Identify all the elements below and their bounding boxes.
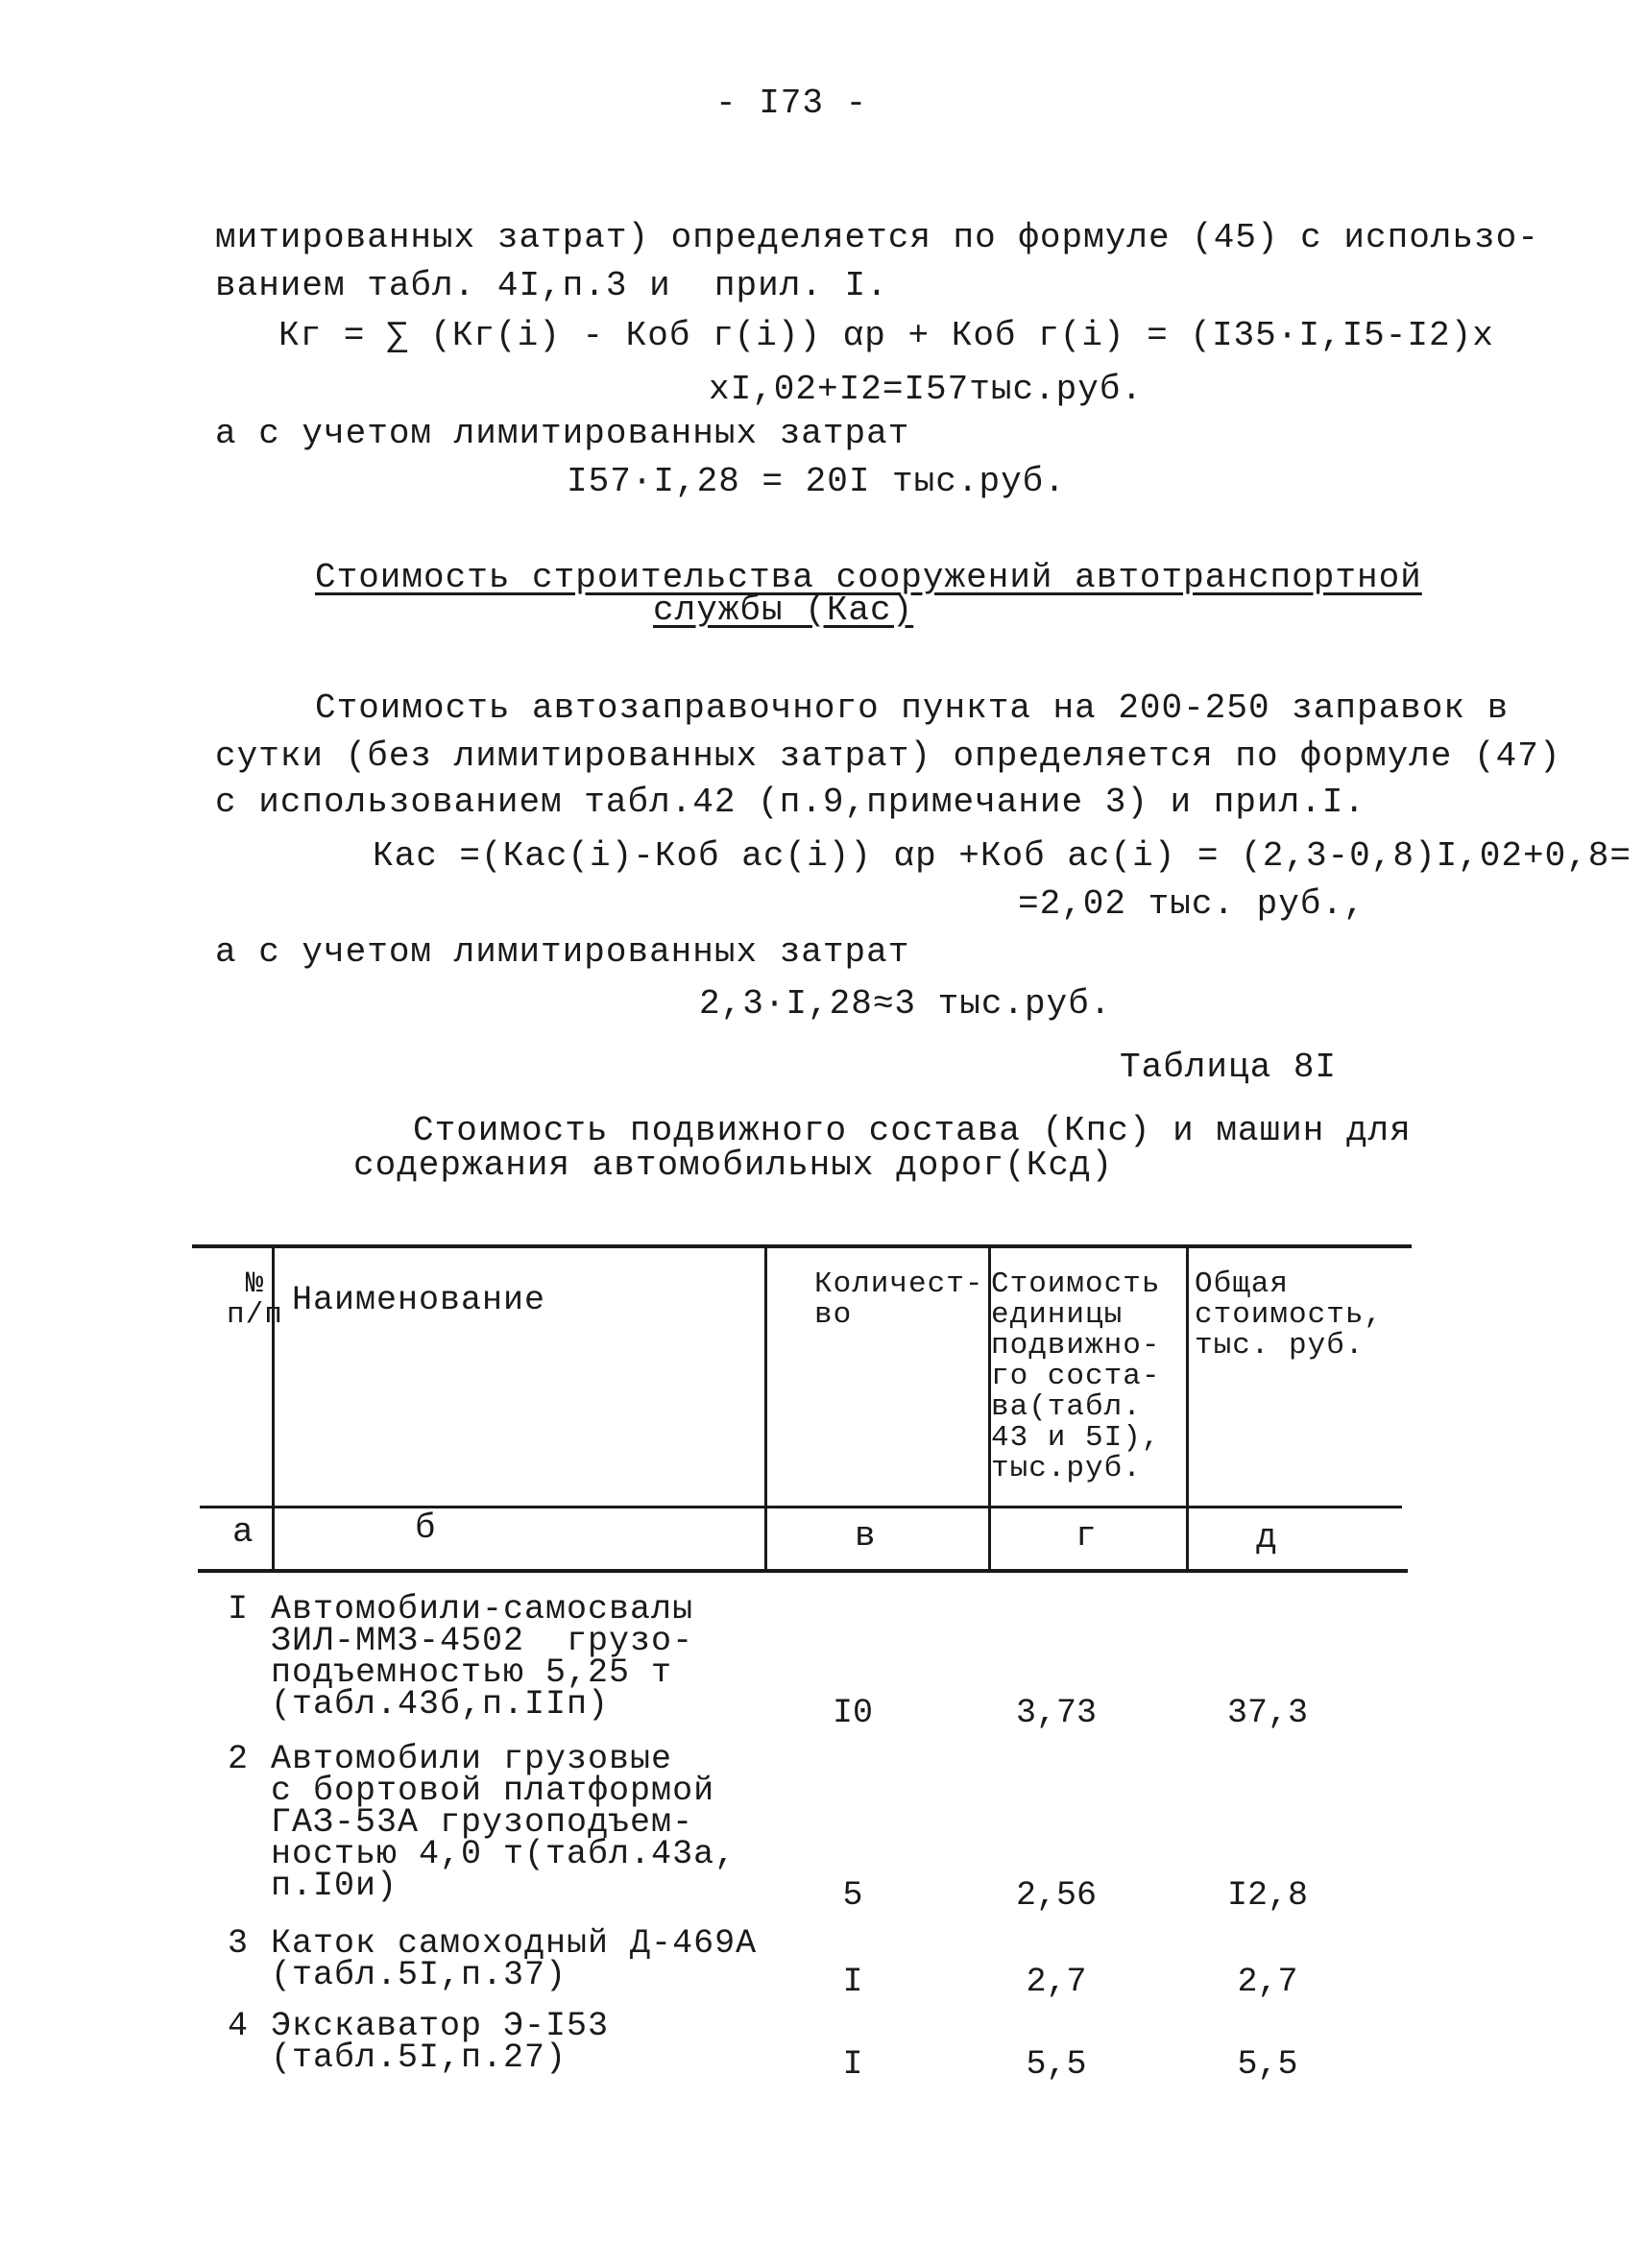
header-unit-cost: Стоимость единицы подвижно- го соста- ва(табл. 43 и 5I), тыс.руб. (991, 1267, 1161, 1485)
row-number: 3 (227, 1924, 248, 1963)
letter-a: а (232, 1512, 254, 1552)
row-qty: I (842, 2045, 863, 2084)
row-total: 5,5 (1237, 2045, 1298, 2084)
section-heading: Стоимость строительства сооружений автотранспортной (315, 558, 1422, 597)
paragraph-line: а с учетом лимитированных затрат (215, 414, 910, 453)
row-number: 2 (227, 1740, 248, 1778)
table-label: Таблица 8I (1120, 1048, 1338, 1087)
formula-line: I57·I,28 = 20I тыс.руб. (567, 462, 1066, 501)
row-number: 4 (227, 2007, 248, 2045)
row-total: 2,7 (1237, 1963, 1298, 2001)
formula-line: =2,02 тыс. руб., (1018, 884, 1366, 924)
row-unit-cost: 3,73 (1015, 1694, 1097, 1732)
formula-line: 2,3·I,28≈3 тыс.руб. (699, 984, 1112, 1024)
table-title: содержания автомобильных дорог(Ксд) (353, 1146, 1114, 1185)
paragraph-line: митированных затрат) определяется по формуле (45) с использо- (215, 218, 1539, 257)
row-qty: I0 (832, 1694, 873, 1732)
row-name: Автомобили-самосвалы ЗИЛ-ММЗ-4502 грузо- подъемностью 5,25 т (табл.43б,п.IIп) (271, 1590, 694, 1724)
header-num: № п/п (227, 1267, 283, 1332)
letter-d: д (1256, 1518, 1278, 1557)
header-name: Наименование (292, 1281, 546, 1319)
header-total: Общая стоимость, тыс. руб. (1195, 1267, 1384, 1363)
page-number: - I73 - (715, 84, 868, 123)
row-name: Автомобили грузовые с бортовой платформой ГАЗ-53А грузоподъем- ностью 4,0 т(табл.43а, п.I0и) (271, 1740, 737, 1905)
letter-b: б (415, 1508, 437, 1548)
formula-line: хI,02+I2=I57тыс.руб. (709, 370, 1144, 409)
letter-v: в (855, 1516, 877, 1556)
row-total: 37,3 (1226, 1694, 1308, 1732)
paragraph-line: сутки (без лимитированных затрат) определяется по формуле (47) (215, 736, 1561, 776)
row-qty: 5 (842, 1876, 863, 1915)
paragraph-line: ванием табл. 4I,п.3 и прил. I. (215, 266, 888, 305)
section-heading: службы (Кас) (653, 591, 914, 630)
row-name: Каток самоходный Д-469А (табл.5I,п.37) (271, 1924, 758, 1994)
paragraph-line: с использованием табл.42 (п.9,примечание 3) и прил.I. (215, 783, 1366, 822)
formula-line: Кас =(Кас(i)-Коб ас(i)) αр +Коб ас(i) = (2,3-0,8)I,02+0,8= (373, 836, 1632, 876)
row-number: I (227, 1590, 248, 1629)
row-name: Экскаватор Э-I53 (табл.5I,п.27) (271, 2007, 610, 2077)
paragraph-line: а с учетом лимитированных затрат (215, 932, 910, 972)
paragraph-line: Стоимость автозаправочного пункта на 200-250 заправок в (315, 688, 1510, 728)
table-rule-header (200, 1506, 1402, 1508)
table-title: Стоимость подвижного состава (Кпс) и машин для (413, 1111, 1412, 1150)
row-total: I2,8 (1226, 1876, 1308, 1915)
letter-g: г (1076, 1516, 1098, 1556)
formula-line: Кг = ∑ (Кг(i) - Коб г(i)) αр + Коб г(i) = (I35·I,I5-I2)х (278, 316, 1494, 355)
row-unit-cost: 2,56 (1015, 1876, 1097, 1915)
table-rule-letters (198, 1569, 1408, 1573)
header-qty: Количест- во (814, 1267, 984, 1332)
row-unit-cost: 2,7 (1026, 1963, 1087, 2001)
row-unit-cost: 5,5 (1026, 2045, 1087, 2084)
row-qty: I (842, 1963, 863, 2001)
table-col-divider (764, 1246, 767, 1571)
table-rule-top (192, 1244, 1412, 1248)
table-col-divider (1186, 1246, 1189, 1571)
